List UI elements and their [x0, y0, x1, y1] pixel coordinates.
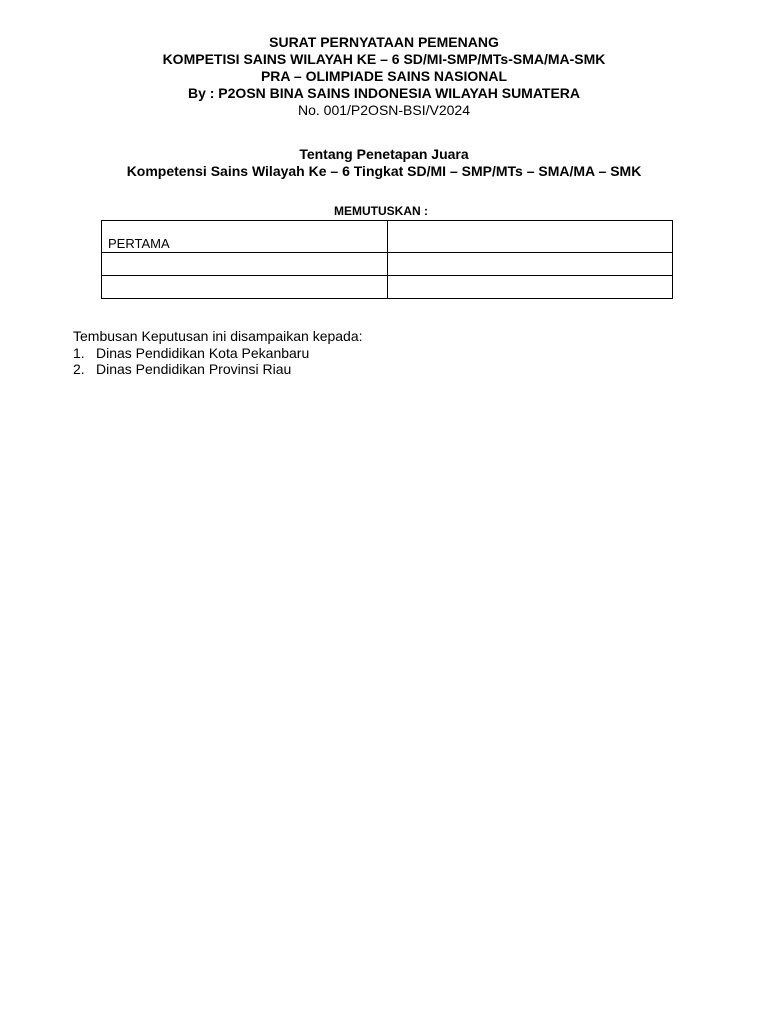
decision-heading: MEMUTUSKAN : [334, 204, 428, 218]
copies-intro: Tembusan Keputusan ini disampaikan kepada: [73, 328, 363, 344]
table-cell [387, 276, 673, 299]
table-row [102, 276, 673, 299]
list-item-text: Dinas Pendidikan Kota Pekanbaru [96, 344, 310, 361]
table-cell [387, 253, 673, 276]
list-item [73, 345, 363, 362]
winners-table [101, 220, 673, 299]
letter-subject [0, 146, 768, 180]
table-row [102, 253, 673, 276]
letter-number: No. 001/P2OSN-BSI/V2024 [298, 102, 470, 118]
letter-title: SURAT PERNYATAAN PEMENANG [269, 34, 499, 50]
letter-header [0, 34, 768, 119]
subject-line-1: Tentang Penetapan Juara [299, 146, 469, 162]
list-item-number: 2. [73, 361, 85, 377]
copies-section [73, 328, 363, 378]
competition-name: KOMPETISI SAINS WILAYAH KE – 6 SD/MI-SMP/MTs-SMA/MA-SMK [162, 51, 606, 67]
table-cell [387, 221, 673, 253]
table-cell: PERTAMA [102, 221, 388, 253]
table-cell [102, 253, 388, 276]
olympiad-name: PRA – OLIMPIADE SAINS NASIONAL [260, 68, 508, 84]
list-item-text: Dinas Pendidikan Provinsi Riau [96, 361, 292, 377]
table-row [102, 221, 673, 253]
organizer-line: By : P2OSN BINA SAINS INDONESIA WILAYAH SUMATERA [187, 85, 581, 101]
table-cell [102, 276, 388, 299]
list-item-number: 1. [73, 344, 85, 361]
copies-list [73, 345, 363, 378]
list-item [73, 361, 363, 378]
subject-line-2: Kompetensi Sains Wilayah Ke – 6 Tingkat SD/MI – SMP/MTs – SMA/MA – SMK [126, 163, 642, 179]
